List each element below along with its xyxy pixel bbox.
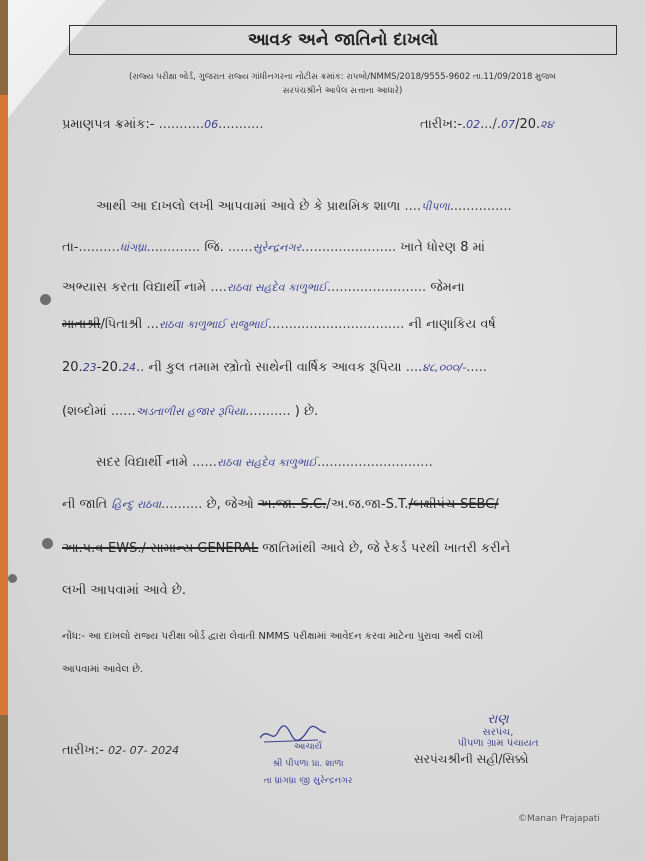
mother-label-struck: માતાશ્રી xyxy=(62,317,101,332)
principal-role: આચાર્ય xyxy=(293,742,323,752)
student-again-line: સદર વિદ્યાર્થી નામે ......રાઠવા સહદેવ કાળુભાઈ............................ xyxy=(96,455,433,470)
subtitle-line-1: (રાજ્ય પરીક્ષા બોર્ડ, ગુજરાત રાજ્ય ગાંધીનગરના નોટીસ ક્રમાંક: રાપબો/NMMS/2018/9555-9602 તા.11/09/2018 મુજબ xyxy=(129,72,556,82)
sarpanch-sign-label: સરપંચશ્રીની સહી/સિક્કો xyxy=(414,752,529,766)
category-sebc: /બક્ષીપંચ-SEBC/ xyxy=(408,497,499,512)
closing-line: લખી આપવામાં આવે છે. xyxy=(62,583,187,598)
student-name-again: રાઠવા સહદેવ કાળુભાઈ xyxy=(216,456,317,469)
category-st: /અ.જ.જા-S.T. xyxy=(326,497,409,512)
caste-value: હિન્દુ રાઠવા xyxy=(111,498,162,511)
income-words: અડતાળીસ હજાર રૂપિયા xyxy=(135,405,246,418)
sarpanch-stamp xyxy=(408,712,588,749)
date-month: 07 xyxy=(501,118,516,131)
student-again-label: સદર વિદ્યાર્થી નામે xyxy=(96,455,188,470)
date-row: તારીખ:-.02.../.07/20.૨૪ xyxy=(420,117,554,132)
taluka-district-line: તા-..........ધાંગધ્રા............. જિ. ......સુરેન્દ્રનગર....................... ખાતે ધોરણ 8 માં xyxy=(62,240,485,255)
footer-date-label: તારીખ:- xyxy=(62,743,104,758)
study-text: અભ્યાસ કરતા વિદ્યાર્થી નામે xyxy=(62,280,207,295)
income-line: 20.23-20.24.. ની કુલ તમામ સ્ત્રોતો સાથેની વાર્ષિક આવક રૂપિયા ....૪૮,૦૦૦/-..... xyxy=(62,360,487,375)
words-label: (શબ્દોમાં xyxy=(62,404,107,419)
income-amount: ૪૮,૦૦૦/- xyxy=(422,361,467,374)
subtitle-line-2: સરપંચશ્રીને આપેલ સત્તાના આધારે) xyxy=(282,86,403,96)
sarpanch-name: રાણ xyxy=(487,712,509,727)
year-to: 24 xyxy=(122,361,137,374)
jemna-text: જેમના xyxy=(430,280,465,295)
date-day: 02 xyxy=(466,118,481,131)
category-ews: આ.પ.વ-EWS. xyxy=(62,541,142,556)
principal-stamp xyxy=(238,727,378,790)
year-from: 23 xyxy=(82,361,97,374)
taluka-label: તા- xyxy=(62,240,79,255)
caste-label: ની જાતિ xyxy=(62,497,108,512)
note-line-2: આપવામાં આવેલ છે. xyxy=(62,664,144,675)
principal-place: તા ધ્રાંગધ્રા જી સુરેન્દ્રનગર xyxy=(263,776,353,786)
note-line-1: નોંધ:- આ દાખલો રાજ્ય પરીક્ષા બોર્ડ દ્વારા લેવાતી NMMS પરીક્ષામાં આવેદન કરવા માટેના પુરાવા અર્થે લખી xyxy=(62,631,484,642)
year-to-prefix: -20. xyxy=(96,360,123,375)
cert-number: 06 xyxy=(204,118,219,131)
school-line: આથી આ દાખલો લખી આપવામાં આવે છે કે પ્રાથમિક શાળા ....પીપળા............... xyxy=(96,199,512,214)
certificate-title: આવક અને જાતિનો દાખલો xyxy=(69,25,617,55)
caste-end: જાતિમાંથી આવે છે, જે રેકર્ડ પરથી ખાતરી કરીને xyxy=(262,541,511,556)
watermark: ©Manan Prajapati xyxy=(518,814,600,824)
income-words-line: (શબ્દોમાં ......અડતાળીસ હજાર રૂપિયા........... ) છે. xyxy=(62,404,319,419)
footer-date: 02- 07- 2024 xyxy=(108,744,180,757)
panchayat-name: પીપળા ગ્રામ પંચાયત xyxy=(457,738,539,749)
sarpanch-role: સરપંચ, xyxy=(482,727,514,738)
fin-year-text: ની નાણાકિય વર્ષ xyxy=(408,317,496,332)
student-name: રાઠવા સહદેવ કાળુભાઈ xyxy=(226,281,327,294)
taluka-value: ધાંગધ્રા xyxy=(119,241,147,254)
income-text: ની કુલ તમામ સ્ત્રોતો સાથેની વાર્ષિક આવક રૂપિયા xyxy=(148,360,402,375)
caste-mid: છે, જેઓ xyxy=(206,497,254,512)
date-year: ૨૪ xyxy=(540,118,554,131)
punch-hole xyxy=(42,538,53,549)
parent-line: માતાશ્રી/પિતાશ્રી ...રાઠવા કાળુભાઈ રાજુભાઈ................................. ની નાણાકિય વર્ષ xyxy=(62,317,496,332)
category-general: / સામાન્ય GENERAL xyxy=(141,541,259,556)
category-sc: અ.જા.-S.C. xyxy=(257,497,327,512)
category-line-2 xyxy=(62,541,510,556)
words-end: ) છે. xyxy=(294,404,319,419)
cert-label: પ્રમાણપત્ર ક્રમાંક:- xyxy=(62,117,155,132)
student-line: અભ્યાસ કરતા વિદ્યાર્થી નામે ....રાઠવા સહદેવ કાળુભાઈ........................ જેમના xyxy=(62,280,465,295)
district-value: સુરેન્દ્રનગર xyxy=(252,241,302,254)
year-from-prefix: 20. xyxy=(62,360,83,375)
date-label: તારીખ:- xyxy=(420,117,462,132)
intro-text: આથી આ દાખલો લખી આપવામાં આવે છે કે પ્રાથમિક શાળા xyxy=(96,199,401,214)
punch-hole xyxy=(40,294,51,305)
date-year-prefix: /20. xyxy=(515,117,541,132)
district-label: જિ. xyxy=(204,240,224,255)
father-label: /પિતાશ્રી xyxy=(100,317,143,332)
principal-school: શ્રી પીપળા પ્રા. શાળા xyxy=(272,759,344,769)
parent-name: રાઠવા કાળુભાઈ રાજુભાઈ xyxy=(158,318,269,331)
footer-date-row xyxy=(62,743,179,758)
standard-text: ખાતે ધોરણ 8 માં xyxy=(400,240,485,255)
cert-number-row: પ્રમાણપત્ર ક્રમાંક:- ...........06........... xyxy=(62,117,264,132)
caste-line: ની જાતિ હિન્દુ રાઠવા.......... છે, જેઓ અ.જા.-S.C./અ.જ.જા-S.T./બક્ષીપંચ-SEBC/ xyxy=(62,497,499,512)
school-name: પીપળા xyxy=(420,200,450,213)
punch-hole xyxy=(8,574,17,583)
